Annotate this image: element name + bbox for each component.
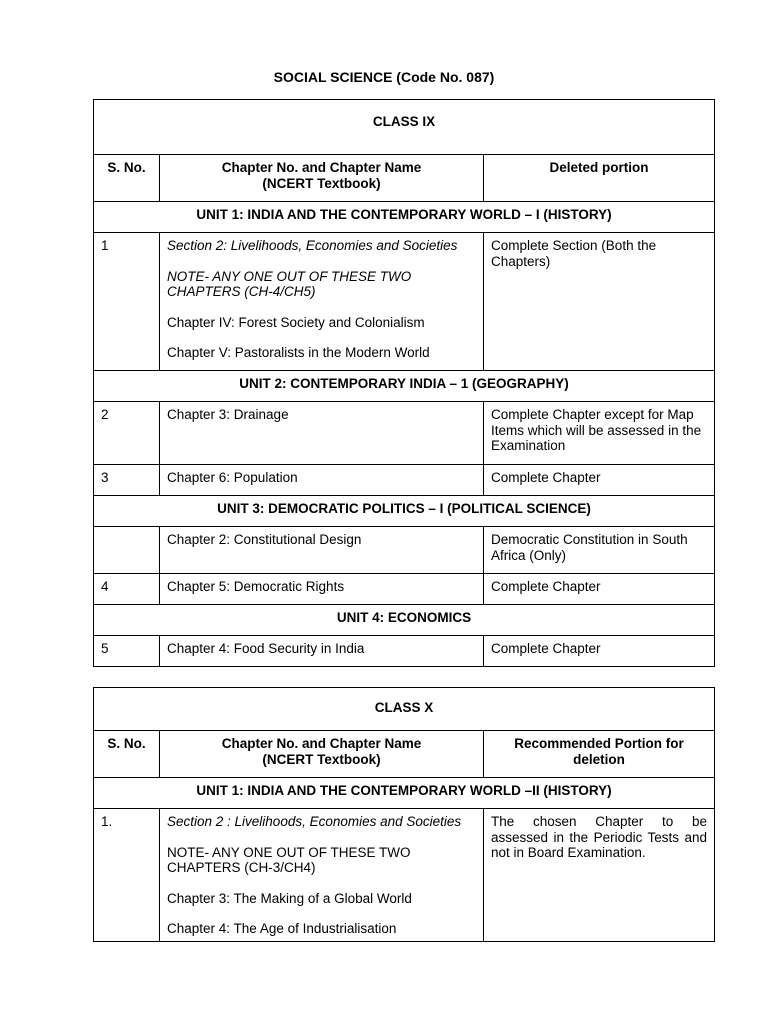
portion-header bbox=[484, 731, 715, 778]
row-portion: Complete Chapter bbox=[484, 465, 715, 496]
table-row bbox=[94, 527, 715, 574]
chapter-header-line2: (NCERT Textbook) bbox=[262, 175, 381, 191]
row-chapter: Chapter 4: Food Security in India bbox=[160, 636, 484, 667]
table-row bbox=[94, 402, 715, 465]
row-portion: Democratic Constitution in South Africa (Only) bbox=[484, 527, 715, 574]
row-chapter: Chapter 2: Constitutional Design bbox=[160, 527, 484, 574]
row-chapter bbox=[160, 233, 484, 371]
section-name: Section 2 : Livelihoods, Economies and Societies bbox=[167, 814, 462, 829]
table-row bbox=[94, 233, 715, 371]
row-sno: 5 bbox=[94, 636, 160, 667]
portion-header-line1: Recommended Portion for bbox=[514, 736, 684, 751]
row-portion: Complete Chapter except for Map Items which will be assessed in the Examination bbox=[484, 402, 715, 465]
chapter-header-line2: (NCERT Textbook) bbox=[262, 751, 381, 767]
class-x-table bbox=[93, 687, 715, 942]
table-row bbox=[94, 574, 715, 605]
unit-2-heading: UNIT 2: CONTEMPORARY INDIA – 1 (GEOGRAPHY) bbox=[94, 371, 715, 402]
chapter-header bbox=[160, 155, 484, 202]
class-ix-table bbox=[93, 99, 715, 667]
chapter-option-b: Chapter V: Pastoralists in the Modern World bbox=[167, 345, 430, 360]
row-portion: Complete Chapter bbox=[484, 574, 715, 605]
portion-header-line2: deletion bbox=[573, 751, 625, 767]
table-row bbox=[94, 809, 715, 942]
unit-1-heading: UNIT 1: INDIA AND THE CONTEMPORARY WORLD – I (HISTORY) bbox=[94, 202, 715, 233]
unit-4-heading: UNIT 4: ECONOMICS bbox=[94, 605, 715, 636]
table-row bbox=[94, 636, 715, 667]
row-chapter: Chapter 5: Democratic Rights bbox=[160, 574, 484, 605]
chapter-option-a: Chapter 3: The Making of a Global World bbox=[167, 890, 412, 906]
unit-1-heading: UNIT 1: INDIA AND THE CONTEMPORARY WORLD –II (HISTORY) bbox=[94, 778, 715, 809]
chapter-option-b: Chapter 4: The Age of Industrialisation bbox=[167, 921, 397, 936]
row-chapter bbox=[160, 809, 484, 942]
row-sno bbox=[94, 527, 160, 574]
chapter-header bbox=[160, 731, 484, 778]
sno-header: S. No. bbox=[94, 731, 160, 778]
chapter-header-line1: Chapter No. and Chapter Name bbox=[221, 160, 422, 175]
chapter-note: NOTE- ANY ONE OUT OF THESE TWO CHAPTERS (CH-3/CH4) bbox=[167, 844, 411, 875]
row-sno: 3 bbox=[94, 465, 160, 496]
row-portion: Complete Section (Both the Chapters) bbox=[484, 233, 715, 371]
section-name: Section 2: Livelihoods, Economies and Societies bbox=[167, 238, 458, 253]
sno-header: S. No. bbox=[94, 155, 160, 202]
class-x-heading: CLASS X bbox=[94, 688, 715, 731]
row-sno: 2 bbox=[94, 402, 160, 465]
row-sno: 1. bbox=[94, 809, 160, 942]
row-sno: 4 bbox=[94, 574, 160, 605]
portion-header: Deleted portion bbox=[484, 155, 715, 202]
row-sno: 1 bbox=[94, 233, 160, 371]
chapter-option-a: Chapter IV: Forest Society and Colonialism bbox=[167, 314, 425, 330]
row-portion: The chosen Chapter to be assessed in the Periodic Tests and not in Board Examination. bbox=[484, 809, 715, 942]
row-portion: Complete Chapter bbox=[484, 636, 715, 667]
table-row bbox=[94, 465, 715, 496]
chapter-note: NOTE- ANY ONE OUT OF THESE TWO CHAPTERS (CH-4/CH5) bbox=[167, 268, 412, 299]
row-chapter: Chapter 6: Population bbox=[160, 465, 484, 496]
class-ix-heading: CLASS IX bbox=[94, 100, 715, 155]
page-title: SOCIAL SCIENCE (Code No. 087) bbox=[273, 69, 495, 85]
chapter-header-line1: Chapter No. and Chapter Name bbox=[221, 736, 422, 751]
row-chapter: Chapter 3: Drainage bbox=[160, 402, 484, 465]
unit-3-heading: UNIT 3: DEMOCRATIC POLITICS – I (POLITICAL SCIENCE) bbox=[94, 496, 715, 527]
